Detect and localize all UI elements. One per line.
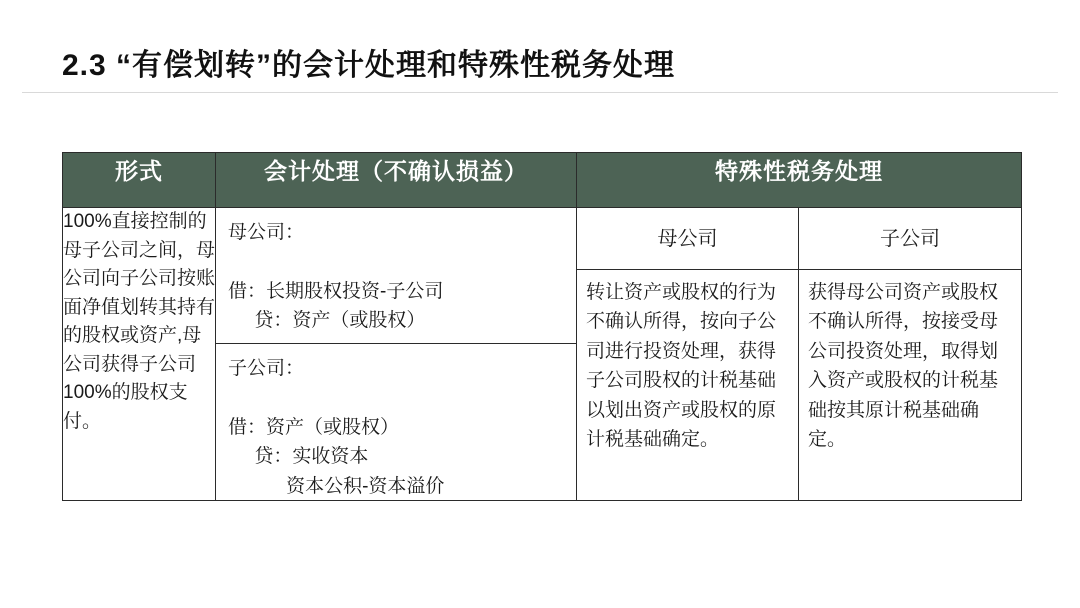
cell-form-description: 100%直接控制的母子公司之间，母公司向子公司按账面净值划转其持有的股权或资产,母公司获得子公司100%的股权支付。 [63, 208, 216, 501]
title-divider [22, 92, 1058, 93]
column-header-accounting: 会计处理（不确认损益） [216, 153, 577, 208]
tax-subheader-subsidiary: 子公司 [799, 208, 1021, 270]
content-table [62, 152, 1022, 501]
table-body [63, 208, 1022, 501]
tax-subheader-parent: 母公司 [577, 208, 798, 270]
page-title: 2.3 “有偿划转”的会计处理和特殊性税务处理 [62, 49, 676, 82]
cell-tax-treatment [577, 208, 1022, 501]
accounting-subsidiary-entry: 子公司： 借：资产（或股权） 贷：实收资本 资本公积-资本溢价 [228, 358, 445, 497]
column-header-form: 形式 [63, 153, 216, 208]
table-row [63, 208, 1022, 501]
cell-accounting-treatment [216, 208, 577, 501]
table-header-row [63, 153, 1022, 208]
tax-column-subsidiary [799, 208, 1021, 500]
tax-column-parent [577, 208, 799, 500]
table-head [63, 153, 1022, 208]
tax-body-subsidiary: 获得母公司资产或股权不确认所得，按接受母公司投资处理，取得划入资产或股权的计税基础按其原计税基础确定。 [808, 282, 999, 451]
tax-subcolumns [577, 208, 1021, 500]
content-table-wrapper [62, 152, 1018, 501]
accounting-parent-entry: 母公司： 借：长期股权投资-子公司 贷：资产（或股权） [216, 208, 576, 344]
column-header-tax: 特殊性税务处理 [577, 153, 1022, 208]
tax-body-parent: 转让资产或股权的行为不确认所得，按向子公司进行投资处理，获得子公司股权的计税基础以划出资产或股权的原计税基础确定。 [586, 282, 777, 451]
